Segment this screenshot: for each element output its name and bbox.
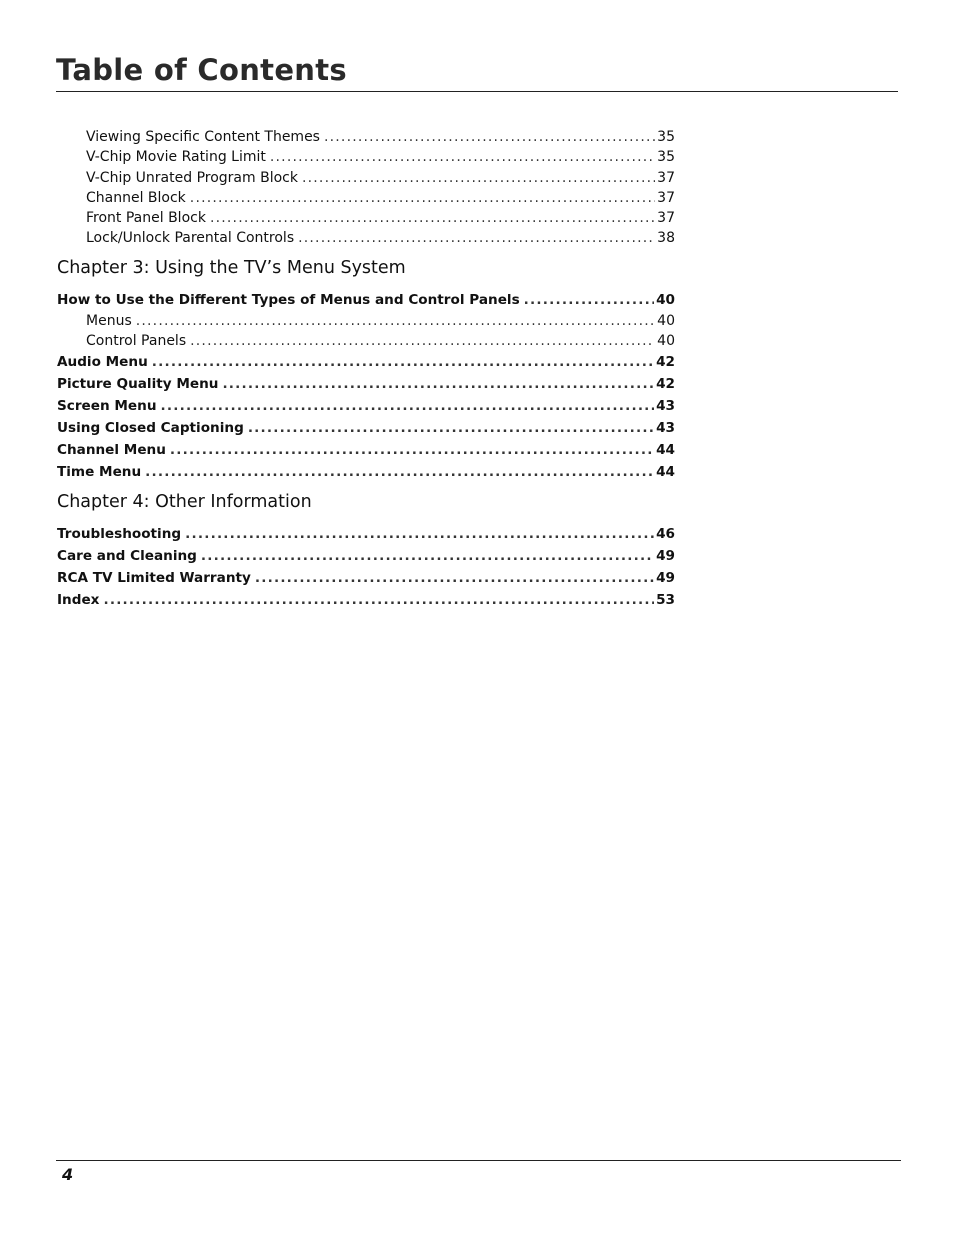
toc-entry-label: Time Menu bbox=[57, 464, 142, 481]
toc-entry[interactable] bbox=[57, 168, 675, 188]
chapter-3-entries bbox=[57, 289, 675, 484]
dot-leader bbox=[190, 188, 655, 208]
toc-entry[interactable] bbox=[57, 439, 675, 461]
dot-leader bbox=[103, 589, 654, 611]
dot-leader bbox=[152, 351, 654, 373]
dot-leader bbox=[210, 208, 655, 228]
dot-leader bbox=[190, 331, 655, 351]
toc-entry[interactable] bbox=[57, 589, 675, 611]
toc-entry-label: Front Panel Block bbox=[86, 210, 206, 227]
chapter-4-entries bbox=[57, 523, 675, 611]
toc-entry[interactable] bbox=[57, 373, 675, 395]
toc-entry-page: 46 bbox=[656, 526, 675, 543]
toc-entry[interactable] bbox=[57, 351, 675, 373]
toc-entry[interactable] bbox=[57, 545, 675, 567]
toc-entry[interactable] bbox=[57, 228, 675, 248]
toc-entry-page: 37 bbox=[657, 210, 675, 227]
toc-entry-label: Picture Quality Menu bbox=[57, 376, 219, 393]
dot-leader bbox=[170, 439, 654, 461]
toc-entry-page: 49 bbox=[656, 570, 675, 587]
intro-entries bbox=[57, 127, 675, 249]
toc-entry-page: 53 bbox=[656, 592, 675, 609]
toc-entry-label: Viewing Specific Content Themes bbox=[86, 129, 320, 145]
toc-entry-page: 37 bbox=[657, 189, 675, 206]
toc-entry-page: 42 bbox=[656, 354, 675, 371]
toc-entry-label: Lock/Unlock Parental Controls bbox=[86, 230, 295, 247]
toc-entry-page: 37 bbox=[657, 169, 675, 186]
toc-entry[interactable] bbox=[57, 395, 675, 417]
dot-leader bbox=[524, 289, 654, 311]
toc-entry-label: Audio Menu bbox=[57, 354, 148, 371]
toc-entry-label: Care and Cleaning bbox=[57, 548, 197, 565]
toc-entry-page: 40 bbox=[656, 291, 675, 308]
toc-entry-label: Channel Block bbox=[86, 189, 186, 206]
dot-leader bbox=[161, 395, 655, 417]
toc-entry-page: 42 bbox=[656, 376, 675, 393]
toc-entry[interactable] bbox=[57, 208, 675, 228]
toc-entry[interactable] bbox=[57, 417, 675, 439]
toc-entry[interactable] bbox=[57, 127, 675, 147]
chapter-4-heading: Chapter 4: Other Information bbox=[57, 492, 312, 513]
page-title: Table of Contents bbox=[56, 53, 347, 87]
toc-entry-label: Menus bbox=[86, 312, 132, 329]
toc-entry[interactable] bbox=[57, 147, 675, 167]
dot-leader bbox=[302, 168, 655, 188]
dot-leader bbox=[298, 228, 655, 248]
toc-entry[interactable] bbox=[57, 331, 675, 351]
toc-entry[interactable] bbox=[57, 461, 675, 483]
toc-entry-page: 38 bbox=[657, 230, 675, 247]
toc-entry-label: Control Panels bbox=[86, 333, 187, 350]
toc-entry[interactable] bbox=[57, 523, 675, 545]
toc-entry-page: 49 bbox=[656, 548, 675, 565]
dot-leader bbox=[222, 373, 654, 395]
toc-entry[interactable] bbox=[57, 567, 675, 589]
toc-entry-page: 40 bbox=[657, 312, 675, 329]
toc-entry-page: 35 bbox=[657, 129, 675, 145]
toc-entry[interactable] bbox=[57, 311, 675, 331]
toc-entry[interactable] bbox=[57, 289, 675, 311]
dot-leader bbox=[136, 311, 655, 331]
toc-entry-page: 43 bbox=[656, 398, 675, 415]
toc-entry[interactable] bbox=[57, 188, 675, 208]
dot-leader bbox=[185, 523, 654, 545]
chapter-3-heading: Chapter 3: Using the TV’s Menu System bbox=[57, 257, 406, 278]
toc-entry-label: Troubleshooting bbox=[57, 526, 182, 543]
toc-entry-label: Using Closed Captioning bbox=[57, 420, 244, 437]
toc-entry-label: RCA TV Limited Warranty bbox=[57, 570, 251, 587]
page-number: 4 bbox=[62, 1165, 74, 1184]
dot-leader bbox=[255, 567, 654, 589]
dot-leader bbox=[145, 461, 654, 483]
toc-entry-label: Channel Menu bbox=[57, 442, 166, 459]
toc-entry-label: How to Use the Different Types of Menus and Control Panels bbox=[57, 291, 520, 308]
toc-entry-label: V-Chip Movie Rating Limit bbox=[86, 149, 266, 166]
dot-leader bbox=[270, 147, 655, 167]
toc-entry-label: Screen Menu bbox=[57, 398, 157, 415]
toc-entry-label: V-Chip Unrated Program Block bbox=[86, 169, 298, 186]
table-of-contents bbox=[57, 127, 675, 611]
dot-leader bbox=[248, 417, 654, 439]
toc-entry-page: 44 bbox=[656, 442, 675, 459]
dot-leader bbox=[201, 545, 654, 567]
toc-entry-page: 35 bbox=[657, 149, 675, 166]
footer-divider bbox=[56, 1160, 901, 1161]
toc-entry-page: 44 bbox=[656, 464, 675, 481]
toc-entry-page: 40 bbox=[657, 333, 675, 350]
dot-leader bbox=[324, 127, 655, 147]
toc-entry-page: 43 bbox=[656, 420, 675, 437]
title-divider bbox=[56, 91, 898, 92]
toc-entry-label: Index bbox=[57, 592, 100, 609]
